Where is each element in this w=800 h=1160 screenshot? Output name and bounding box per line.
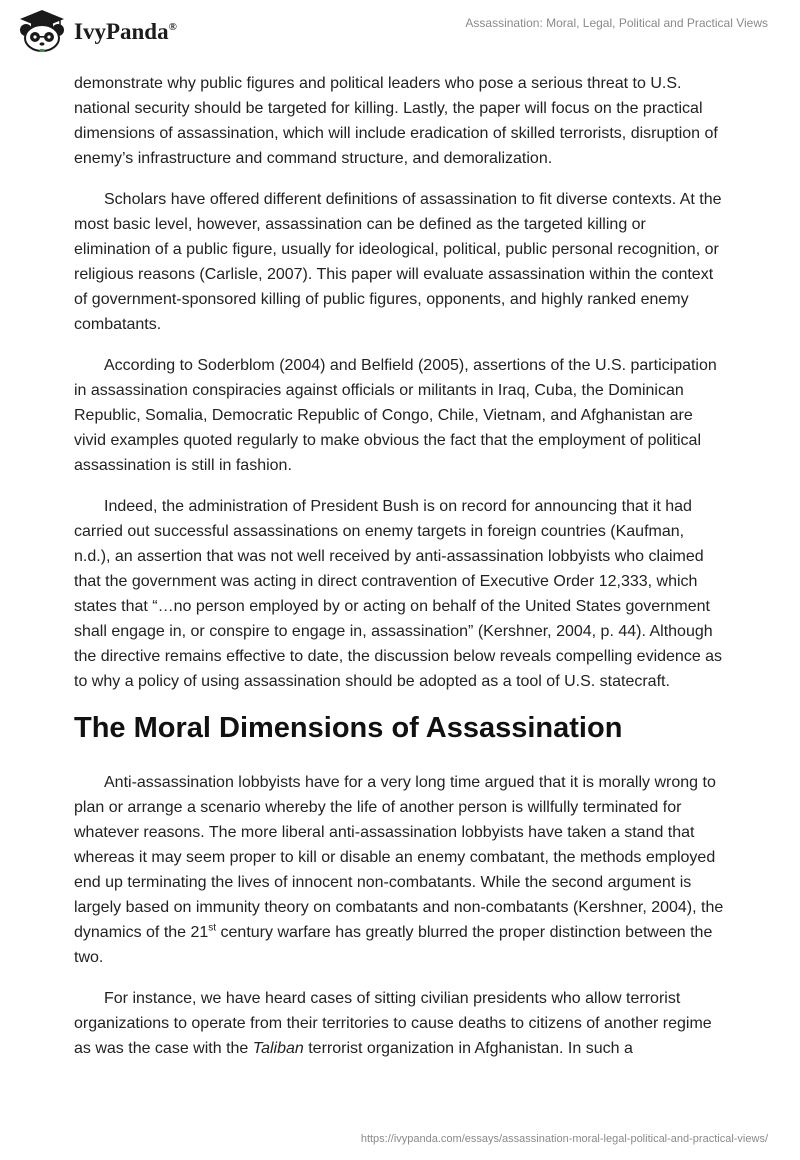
article-body: [74, 71, 724, 1077]
paragraph-text: century warfare has greatly blurred the proper distinction between the two.: [74, 924, 713, 966]
paragraph-text: terrorist organization in Afghanistan. In such a: [303, 1040, 633, 1057]
trademark-symbol: ®: [168, 21, 177, 33]
section-heading: The Moral Dimensions of Assassination: [74, 712, 623, 744]
paragraph: [74, 770, 724, 970]
panda-graduate-icon: [14, 8, 70, 52]
source-url[interactable]: https://ivypanda.com/essays/assassination-moral-legal-political-and-practical-views/: [360, 1133, 768, 1145]
paragraph: Scholars have offered different definitions of assassination to fit diverse contexts. At the most basic level, however, assassination can be defined as the targeted killing or elimination of a public figure, usually for ideological, political, public personal recognition, or religious reasons (Carlisle, 2007). This paper will evaluate assassination within the context of government-sponsored killing of public figures, opponents, and highly ranked enemy combatants.: [74, 191, 722, 333]
paragraph: demonstrate why public figures and political leaders who pose a serious threat to U.S. national security should be targeted for killing. Lastly, the paper will focus on the practical dimensions of assassination, which will include eradication of skilled terrorists, disruption of enemy’s infrastructure and command structure, and demoralization.: [74, 75, 718, 167]
ordinal-suffix: st: [208, 922, 217, 934]
paragraph-text: For instance, we have heard cases of sitting civilian presidents who allow terrorist organizations to operate from their territories to cause deaths to citizens of another regime as was the case with the: [74, 990, 712, 1057]
paragraph: According to Soderblom (2004) and Belfield (2005), assertions of the U.S. participation in assassination conspiracies against officials or militants in Iraq, Cuba, the Dominican Republic, Somalia, Democratic Republic of Congo, Chile, Vietnam, and Afghanistan are vivid examples quoted regularly to make obvious the fact that the employment of political assassination is still in fashion.: [74, 357, 717, 474]
paragraph: [74, 986, 724, 1061]
paragraph: Indeed, the administration of President Bush is on record for announcing that it had carried out successful assassinations on enemy targets in foreign countries (Kaufman, n.d.), an assertion that was not well received by anti-assassination lobbyists who claimed that the government was acting in direct contravention of Executive Order 12,333, which states that “…no person employed by or acting on behalf of the United States government shall engage in, or conspire to engage in, assassination” (Kershner, 2004, p. 44). Although the directive remains effective to date, the discussion below reveals compelling evidence as to why a policy of using assassination should be adopted as a tool of U.S. statecraft.: [74, 498, 723, 690]
emphasized-term: Taliban: [252, 1040, 304, 1057]
brand-logo[interactable]: [14, 8, 177, 52]
page-header: [0, 0, 800, 60]
brand-name: IvyPanda®: [74, 19, 177, 44]
paragraph-text: Anti-assassination lobbyists have for a very long time argued that it is morally wrong to plan or arrange a scenario whereby the life of another person is willfully terminated for whatever reasons. The more liberal anti-assassination lobbyists have taken a stand that whereas it may seem proper to kill or disable an enemy combatant, the methods employed end up terminating the lives of innocent non-combatants. While the second argument is largely based on immunity theory on combatants and non-combatants (Kershner, 2004), the dynamics of the 21: [74, 774, 724, 941]
document-title: Assassination: Moral, Legal, Political and Practical Views: [465, 16, 768, 30]
